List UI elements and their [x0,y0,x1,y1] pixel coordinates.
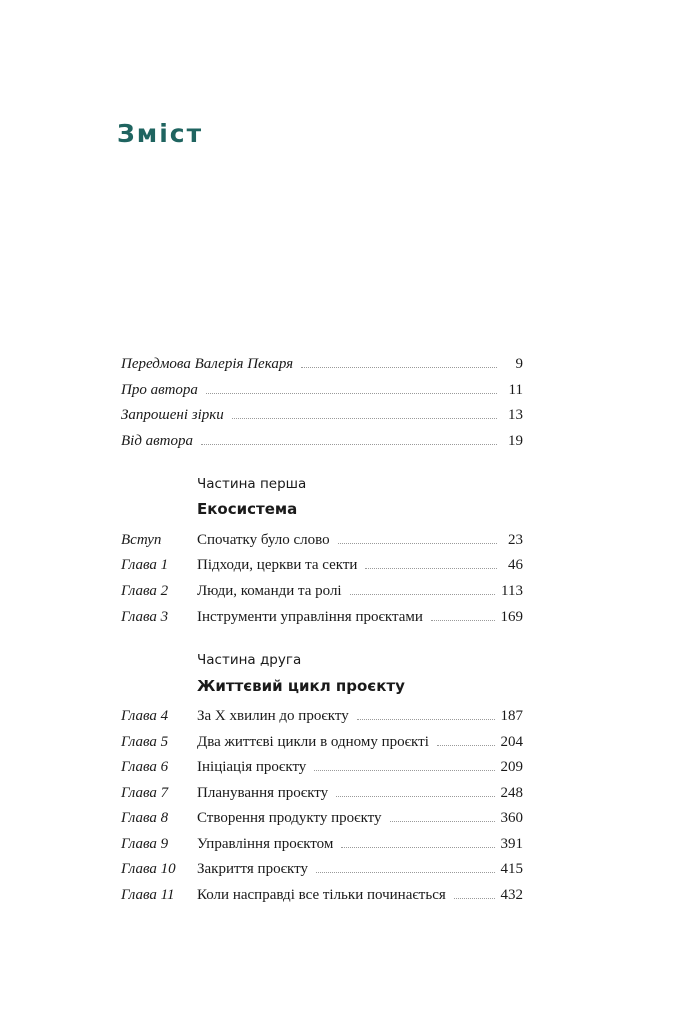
toc-page-number: 360 [500,810,523,826]
dot-leader [201,444,497,445]
chapter-label: Глава 2 [121,583,169,599]
toc-entry-text: Запрошені зірки [121,407,224,423]
dot-leader [350,594,495,595]
part-label-2: Частина друга [197,652,302,668]
toc-page-number: 19 [508,433,523,449]
toc-entry-text: Про автора [121,382,198,398]
toc-page-number: 46 [508,557,523,573]
toc-entry-chapter[interactable] [197,832,523,856]
dot-leader [338,543,497,544]
toc-entry-chapter[interactable] [197,883,523,907]
dot-leader [437,745,495,746]
toc-entry-chapter[interactable] [197,579,523,603]
toc-entry-text: Підходи, церкви та секти [197,557,358,573]
toc-page-number: 204 [500,734,523,750]
dot-leader [390,821,495,822]
toc-entry-text: Управління проєктом [197,836,334,852]
toc-page-number: 9 [515,356,523,372]
toc-entry-text: Від автора [121,433,194,449]
toc-entry-text: Спочатку було слово [197,532,330,548]
dot-leader [341,847,494,848]
part-label-1: Частина перша [197,476,307,492]
chapter-label: Вступ [121,532,162,548]
chapter-label: Глава 8 [121,810,169,826]
toc-entry-text: Два життєві цикли в одному проєкті [197,734,429,750]
toc-entry-chapter[interactable] [197,730,523,754]
toc-entry-text: Коли насправді все тільки починається [197,887,446,903]
chapter-label: Глава 9 [121,836,169,852]
dot-leader [232,418,497,419]
toc-page-number: 11 [508,382,523,398]
toc-entry-text: Передмова Валерія Пекаря [121,356,294,372]
toc-entry-foreword[interactable] [121,352,523,376]
chapter-label: Глава 5 [121,734,169,750]
toc-page-number: 248 [500,785,523,801]
chapter-label: Глава 10 [121,861,176,877]
toc-entry-text: За Х хвилин до проєкту [197,708,349,724]
toc-page-number: 209 [500,759,523,775]
dot-leader [316,872,495,873]
part-title-2: Життєвий цикл проєкту [197,677,405,695]
toc-page-number: 169 [500,609,523,625]
toc-page-number: 187 [500,708,523,724]
toc-entry-chapter[interactable] [197,704,523,728]
toc-entry-chapter[interactable] [197,553,523,577]
part-title-1: Екосистема [197,500,298,518]
toc-page-number: 13 [508,407,523,423]
toc-entry-chapter[interactable] [197,857,523,881]
toc-page-number: 23 [508,532,523,548]
toc-entry-text: Люди, команди та ролі [197,583,342,599]
toc-entry-text: Закриття проєкту [197,861,308,877]
toc-entry-text: Інструменти управління проєктами [197,609,423,625]
toc-entry-about-author[interactable] [121,378,523,402]
chapter-label: Глава 1 [121,557,169,573]
chapter-label: Глава 7 [121,785,169,801]
toc-page-number: 391 [500,836,523,852]
dot-leader [431,620,495,621]
toc-entry-guest-stars[interactable] [121,403,523,427]
toc-entry-chapter[interactable] [197,528,523,552]
dot-leader [454,898,495,899]
toc-entry-chapter[interactable] [197,781,523,805]
dot-leader [336,796,494,797]
dot-leader [365,568,497,569]
toc-entry-chapter[interactable] [197,605,523,629]
toc-page-number: 432 [500,887,523,903]
chapter-label: Глава 4 [121,708,169,724]
chapter-label: Глава 11 [121,887,175,903]
toc-entry-text: Створення продукту проєкту [197,810,382,826]
chapter-label: Глава 6 [121,759,169,775]
toc-entry-text: Планування проєкту [197,785,329,801]
toc-entry-text: Ініціація проєкту [197,759,307,775]
page-title: Зміст [117,119,204,148]
dot-leader [206,393,497,394]
dot-leader [314,770,494,771]
toc-entry-chapter[interactable] [197,806,523,830]
toc-entry-from-author[interactable] [121,429,523,453]
dot-leader [357,719,495,720]
toc-page-number: 415 [500,861,523,877]
toc-entry-chapter[interactable] [197,755,523,779]
dot-leader [301,367,497,368]
toc-page-number: 113 [501,583,523,599]
chapter-label: Глава 3 [121,609,169,625]
